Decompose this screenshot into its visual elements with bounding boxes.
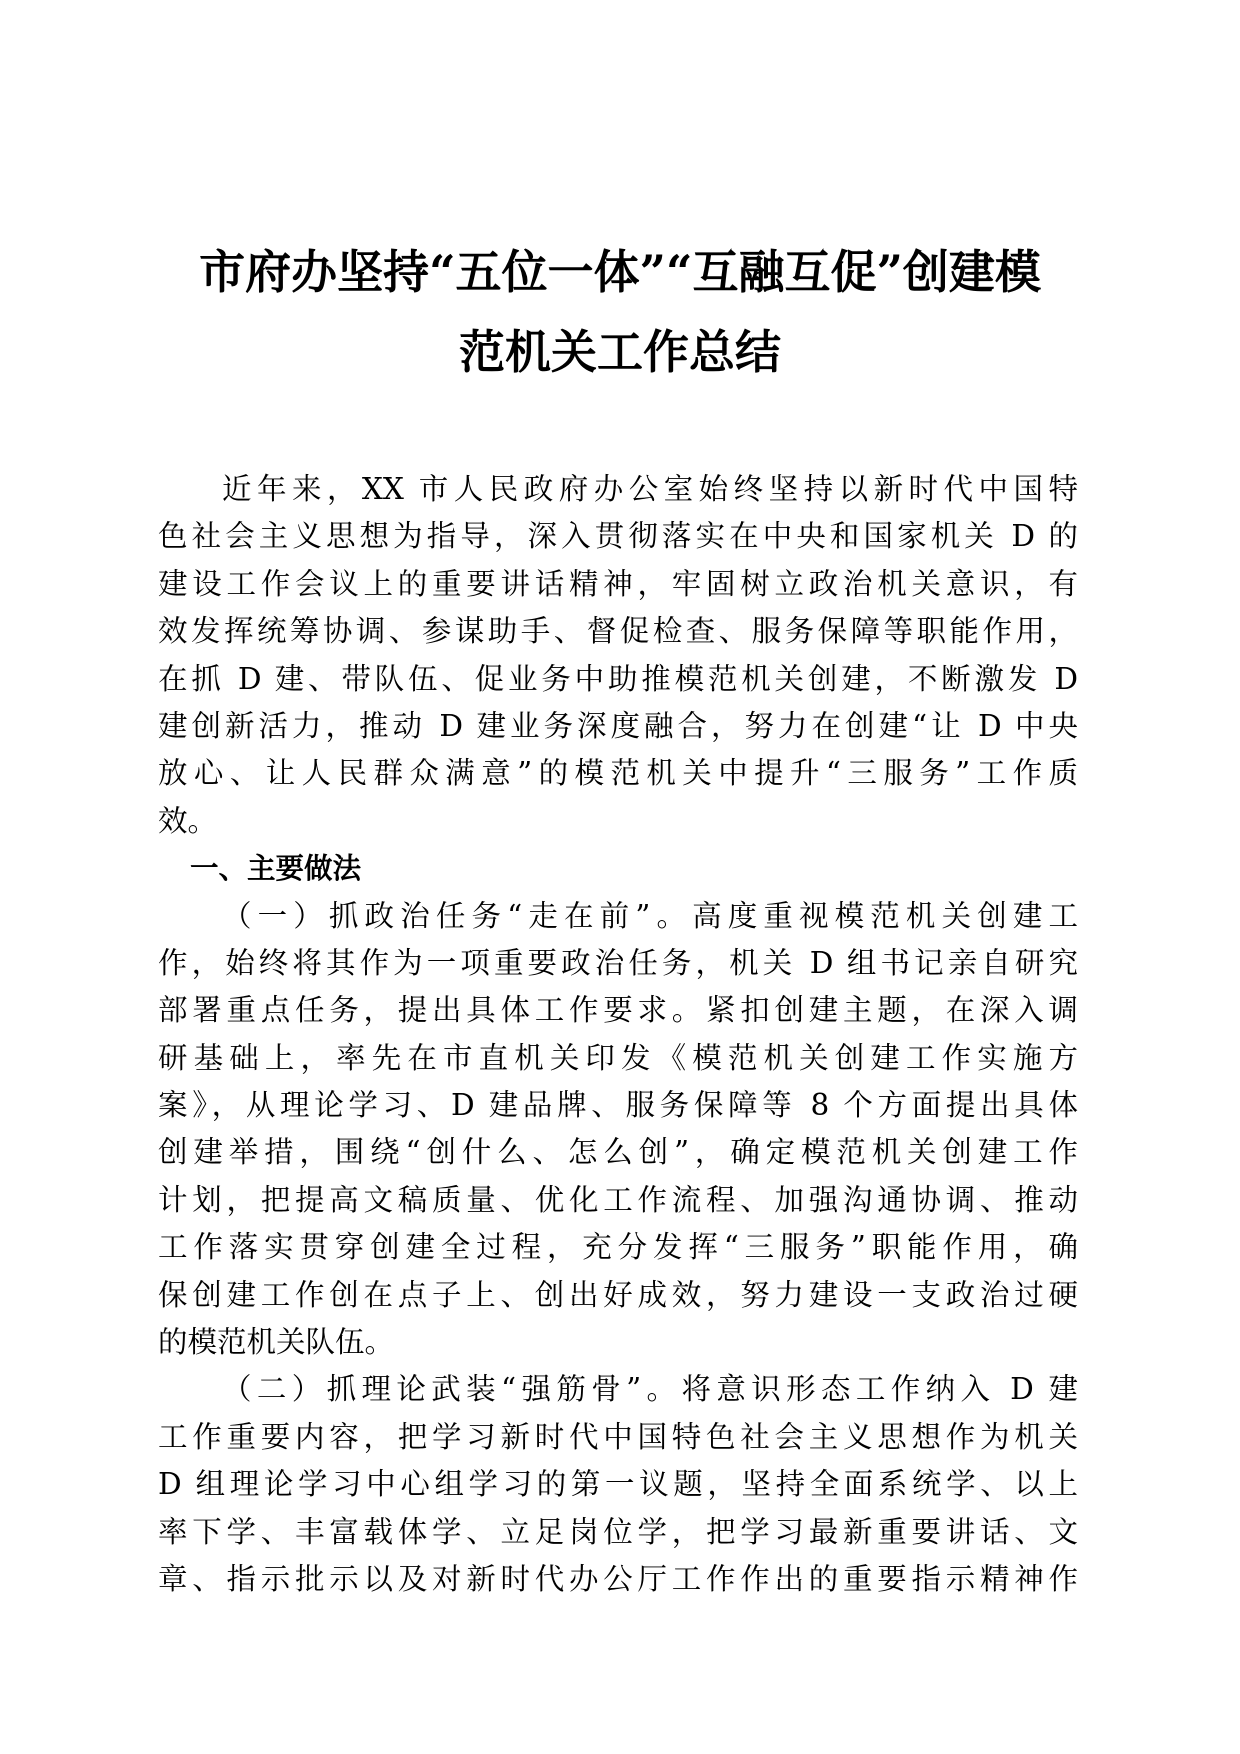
text-line: （一）抓政治任务“走在前”。高度重视模范机关创建工 <box>222 898 1078 933</box>
document-title <box>150 232 1090 392</box>
text-line: 计划，把提高文稿质量、优化工作流程、加强沟通协调、推动 <box>158 1182 1078 1217</box>
paragraph-theory <box>158 1366 1078 1603</box>
text-line: 保创建工作创在点子上、创出好成效，努力建设一支政治过硬 <box>158 1277 1078 1312</box>
document-body <box>158 466 1078 1603</box>
intro-paragraph <box>158 466 1078 845</box>
text-line: 工作重要内容，把学习新时代中国特色社会主义思想作为机关 <box>158 1419 1078 1454</box>
title-line: 范机关工作总结 <box>459 325 781 379</box>
text-line: 建设工作会议上的重要讲话精神，牢固树立政治机关意识，有 <box>158 566 1078 601</box>
text-line: D 组理论学习中心组学习的第一议题，坚持全面系统学、以上 <box>158 1467 1078 1502</box>
text-line: 作，始终将其作为一项重要政治任务，机关 D 组书记亲自研究 <box>158 945 1078 980</box>
text-line: 近年来，XX 市人民政府办公室始终坚持以新时代中国特 <box>222 472 1078 506</box>
text-line: 率下学、丰富载体学、立足岗位学，把学习最新重要讲话、文 <box>158 1514 1078 1549</box>
paragraph-political-task <box>158 893 1078 1367</box>
text-line: 放心、让人民群众满意”的模范机关中提升“三服务”工作质 <box>158 756 1078 791</box>
text-line: 部署重点任务，提出具体工作要求。紧扣创建主题，在深入调 <box>158 993 1078 1028</box>
text-line: 色社会主义思想为指导，深入贯彻落实在中央和国家机关 D 的 <box>158 519 1078 554</box>
text-line: 建创新活力，推动 D 建业务深度融合，努力在创建“让 D 中央 <box>158 708 1078 743</box>
text-line: 案》，从理论学习、D 建品牌、服务保障等 8 个方面提出具体 <box>158 1088 1078 1123</box>
title-line: 市府办坚持“五位一体”“互融互促”创建模 <box>199 245 1041 299</box>
text-line: 工作落实贯穿创建全过程，充分发挥“三服务”职能作用，确 <box>158 1230 1078 1265</box>
text-line: 研基础上，率先在市直机关印发《模范机关创建工作实施方 <box>158 1040 1078 1075</box>
text-line: 章、指示批示以及对新时代办公厅工作作出的重要指示精神作 <box>158 1561 1078 1596</box>
text-line: 创建举措，围绕“创什么、怎么创”，确定模范机关创建工作 <box>158 1135 1078 1170</box>
text-line: 效发挥统筹协调、参谋助手、督促检查、服务保障等职能作用， <box>158 614 1078 649</box>
text-line: （二）抓理论武装“强筋骨”。将意识形态工作纳入 D 建 <box>222 1372 1078 1407</box>
text-line: 效。 <box>158 803 218 838</box>
section-heading: 一、主要做法 <box>190 852 362 886</box>
text-line: 的模范机关队伍。 <box>158 1325 395 1360</box>
text-line: 在抓 D 建、带队伍、促业务中助推模范机关创建，不断激发 D <box>158 661 1078 696</box>
